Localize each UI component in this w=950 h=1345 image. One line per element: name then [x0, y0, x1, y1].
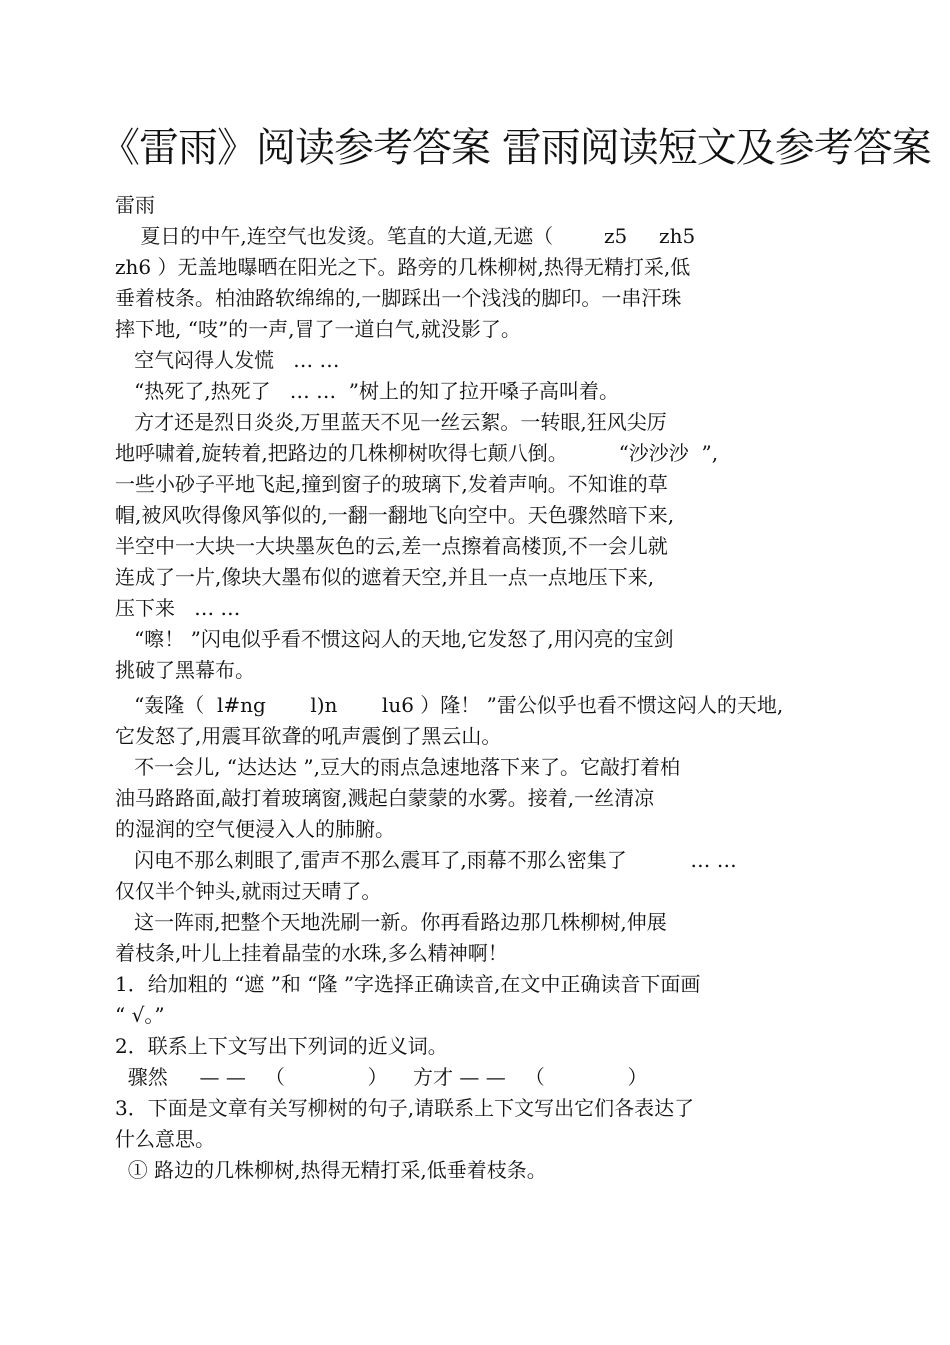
paragraph-line: “嚓！ ”闪电似乎看不惯这闷人的天地,它发怒了,用闪亮的宝剑 [115, 627, 674, 651]
paragraph-line: 闪电不那么刺眼了,雷声不那么震耳了,雨幕不那么密集了 … … [115, 848, 737, 872]
paragraph-line: 摔下地, “吱”的一声,冒了一道白气,就没影了。 [115, 317, 521, 341]
paragraph-line: 它发怒了,用震耳欲聋的吼声震倒了黑云山。 [115, 724, 502, 748]
paragraph-line: “热死了,热死了 … … ”树上的知了拉开嗓子高叫着。 [115, 379, 620, 403]
paragraph-line: 着枝条,叶儿上挂着晶莹的水珠,多么精神啊！ [115, 941, 508, 965]
question-line: “ √。” [115, 1003, 165, 1027]
question-line: 2．联系上下文写出下列词的近义词。 [115, 1034, 448, 1058]
paragraph-line: “轰隆（ l#ng l)n lu6 ）隆！ ”雷公似乎也看不惯这闷人的天地, [115, 693, 784, 717]
question-line: 什么意思。 [115, 1127, 215, 1151]
paragraph-line: 挑破了黑幕布。 [115, 658, 255, 682]
question-line: 1．给加粗的 “遮 ”和 “隆 ”字选择正确读音,在文中正确读音下面画 [115, 972, 701, 996]
paragraph-line: 半空中一大块一大块墨灰色的云,差一点擦着高楼顶,不一会儿就 [115, 534, 668, 558]
paragraph-line: 空气闷得人发慌 … … [115, 348, 340, 372]
question-line: 骤然 — — （ ） 方才 — — （ ） [115, 1065, 648, 1089]
paragraph-line: zh6 ）无盖地曝晒在阳光之下。路旁的几株柳树,热得无精打采,低 [115, 255, 691, 279]
article-body [115, 190, 835, 1186]
paragraph-line: 帽,被风吹得像风筝似的,一翻一翻地飞向空中。天色骤然暗下来, [115, 503, 675, 527]
article-heading: 雷雨 [115, 193, 155, 217]
paragraph-line: 夏日的中午,连空气也发烫。笔直的大道,无遮（ z5 zh5 [115, 224, 696, 248]
question-line: 3．下面是文章有关写柳树的句子,请联系上下文写出它们各表达了 [115, 1096, 695, 1120]
paragraph-line: 一些小砂子平地飞起,撞到窗子的玻璃下,发着声响。不知谁的草 [115, 472, 668, 496]
paragraph-line: 不一会儿, “达达达 ”,豆大的雨点急速地落下来了。它敲打着柏 [115, 755, 680, 779]
paragraph-line: 连成了一片,像块大墨布似的遮着天空,并且一点一点地压下来, [115, 565, 655, 589]
paragraph-line: 方才还是烈日炎炎,万里蓝天不见一丝云絮。一转眼,狂风尖厉 [115, 410, 667, 434]
paragraph-line: 仅仅半个钟头,就雨过天晴了。 [115, 879, 382, 903]
paragraph-line: 这一阵雨,把整个天地洗刷一新。你再看路边那几株柳树,伸展 [115, 910, 667, 934]
question-line: ① 路边的几株柳树,热得无精打采,低垂着枝条。 [115, 1158, 547, 1182]
paragraph-line: 的湿润的空气便浸入人的肺腑。 [115, 817, 395, 841]
paragraph-line: 垂着枝条。柏油路软绵绵的,一脚踩出一个浅浅的脚印。一串汗珠 [115, 286, 682, 310]
paragraph-line: 压下来 … … [115, 596, 241, 620]
paragraph-line: 油马路路面,敲打着玻璃窗,溅起白蒙蒙的水雾。接着,一丝清凉 [115, 786, 655, 810]
paragraph-line: 地呼啸着,旋转着,把路边的几株柳树吹得七颠八倒。 “沙沙沙 ”, [115, 441, 719, 465]
page-title: 《雷雨》阅读参考答案 雷雨阅读短文及参考答案 [100, 125, 931, 171]
